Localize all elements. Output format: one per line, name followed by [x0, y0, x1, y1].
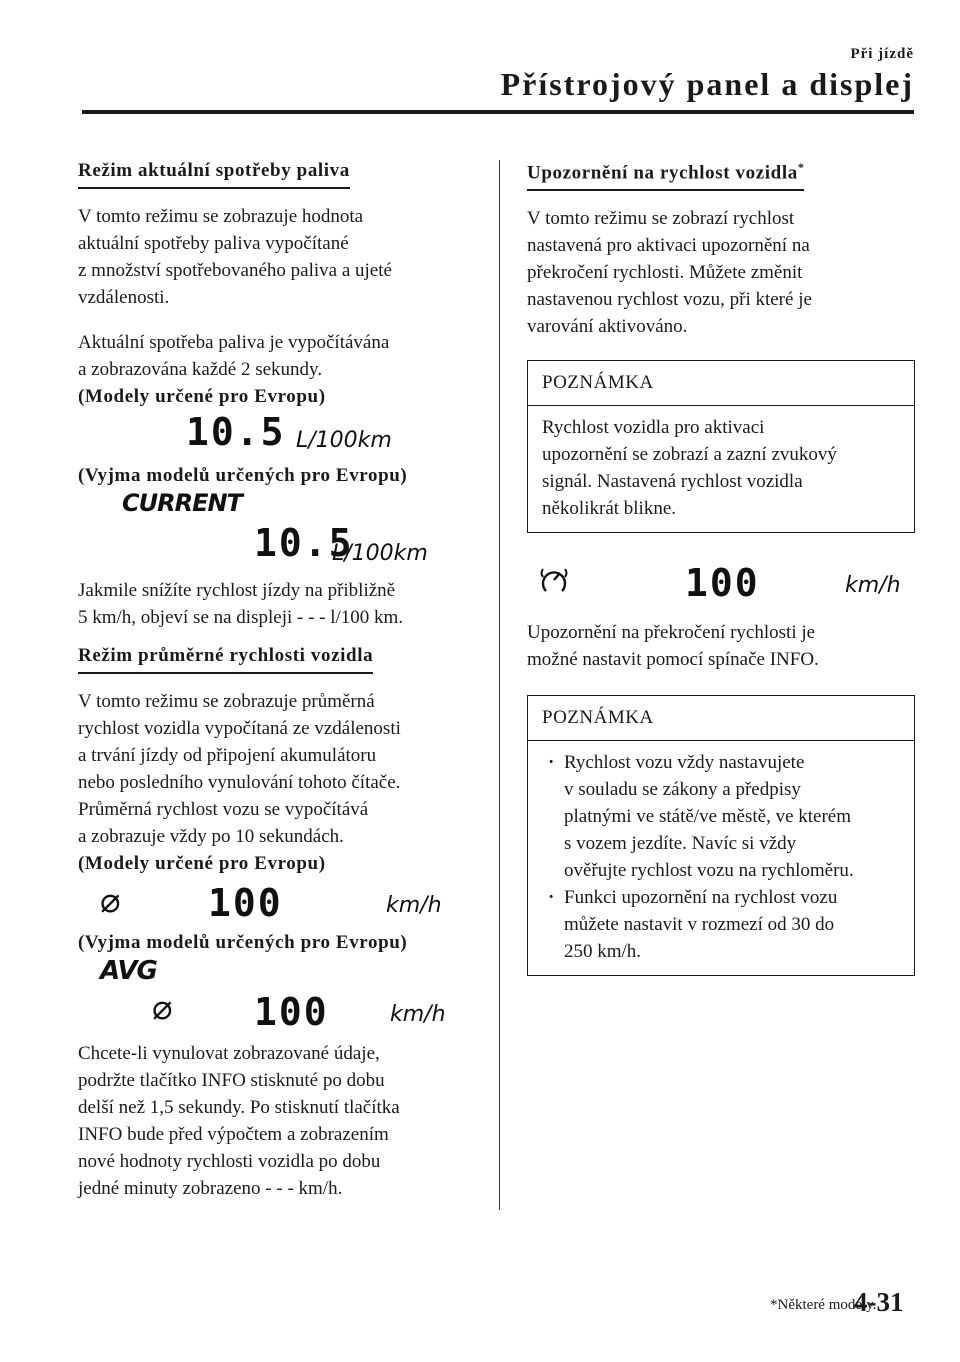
low-speed-note	[78, 577, 470, 631]
europe-models-label-2: (Modely určené pro Evropu)	[78, 853, 326, 874]
line: jedné minuty zobrazeno - - - km/h.	[78, 1178, 343, 1199]
line: vzdálenosti.	[78, 287, 170, 308]
average-icon: ⌀	[100, 881, 121, 921]
line: podržte tlačítko INFO stisknuté po dobu	[78, 1070, 385, 1091]
heading-text: Upozornění na rychlost vozidla	[527, 162, 798, 184]
speed-warning-info-switch	[527, 619, 915, 673]
line: signál. Nastavená rychlost vozidla	[542, 471, 803, 493]
speed-warning-display	[527, 549, 915, 619]
note-title: POZNÁMKA	[528, 361, 914, 406]
current-fuel-interval	[78, 329, 470, 383]
line: V tomto režimu se zobrazuje průměrná	[78, 691, 375, 712]
line: nové hodnoty rychlosti vozidla po dobu	[78, 1151, 381, 1172]
line: Funkci upozornění na rychlost vozu	[564, 887, 838, 909]
current-fuel-description	[78, 203, 470, 311]
speed-unit-label: km/h	[386, 893, 442, 918]
fuel-display-non-europe	[78, 489, 470, 577]
avg-speed-display-non-europe	[78, 956, 470, 1040]
line: Rychlost vozu vždy nastavujete	[564, 752, 805, 774]
footnote: *Některé modely.	[770, 1297, 877, 1313]
header-section-label: Při jízdě	[850, 46, 914, 62]
page-number: 4-31	[854, 1287, 904, 1317]
non-europe-models-label-1: (Vyjma modelů určených pro Evropu)	[78, 465, 408, 486]
line: Upozornění na překročení rychlosti je	[527, 622, 816, 644]
fuel-value-display: 10.5	[186, 410, 286, 454]
speed-warning-description	[527, 205, 915, 340]
line: nastavená pro aktivaci upozornění na	[527, 235, 810, 257]
fuel-display-europe	[78, 410, 470, 462]
line: a zobrazuje vždy po 10 sekundách.	[78, 826, 344, 847]
line: 5 km/h, objeví se na displeji - - - l/100 km.	[78, 607, 404, 628]
note-title: POZNÁMKA	[528, 696, 914, 741]
page-title: Přístrojový panel a displej	[500, 66, 914, 102]
line: Jakmile snížíte rychlost jízdy na přibližně	[78, 580, 396, 601]
line: Chcete-li vynulovat zobrazované údaje,	[78, 1043, 380, 1064]
line: V tomto režimu se zobrazí rychlost	[527, 208, 795, 230]
line: rychlost vozidla vypočítaná ze vzdálenosti	[78, 718, 401, 739]
note-body	[528, 406, 914, 532]
fuel-unit-label: L/100km	[296, 428, 392, 453]
line: nebo posledního vynulování tohoto čítače.	[78, 772, 401, 793]
line: několikrát blikne.	[542, 498, 677, 520]
line: V tomto režimu se zobrazuje hodnota	[78, 206, 364, 227]
line: 250 km/h.	[564, 941, 642, 963]
line: Rychlost vozidla pro aktivaci	[542, 417, 765, 439]
note-body	[528, 741, 914, 975]
europe-models-label-1: (Modely určené pro Evropu)	[78, 386, 326, 407]
speed-unit-label: km/h	[845, 573, 901, 599]
note-bullet-legal	[542, 749, 900, 884]
avg-speed-display-europe	[78, 877, 470, 929]
reset-instructions	[78, 1040, 470, 1202]
section-heading-average-speed: Režim průměrné rychlosti vozidla	[78, 645, 373, 674]
line: a trvání jízdy od připojení akumulátoru	[78, 745, 377, 766]
fuel-unit-label: L/100km	[332, 541, 428, 566]
footnote-mark: *	[797, 160, 805, 174]
line: s vozem jezdíte. Navíc si vždy	[564, 833, 797, 855]
speed-warning-icon	[537, 563, 571, 602]
line: platnými ve státě/ve městě, ve kterém	[564, 806, 852, 828]
speed-unit-label: km/h	[390, 1002, 446, 1027]
note-box-1	[527, 360, 915, 533]
section-heading-speed-warning	[527, 160, 804, 191]
speed-value-display: 100	[254, 990, 329, 1034]
speed-value-display: 100	[685, 561, 760, 606]
fuel-value-display: 10.5	[254, 521, 354, 565]
line: překročení rychlosti. Můžete změnit	[527, 262, 803, 284]
line: v souladu se zákony a předpisy	[564, 779, 801, 801]
line: delší než 1,5 sekundy. Po stisknutí tlačítka	[78, 1097, 400, 1118]
line: můžete nastavit v rozmezí od 30 do	[564, 914, 835, 936]
section-heading-current-fuel: Režim aktuální spotřeby paliva	[78, 160, 350, 189]
line: možné nastavit pomocí spínače INFO.	[527, 649, 819, 671]
avg-mode-tag: AVG	[100, 956, 157, 986]
line: Aktuální spotřeba paliva je vypočítávána	[78, 332, 390, 353]
speed-value-display: 100	[208, 881, 283, 925]
line: nastavenou rychlost vozu, při které je	[527, 289, 812, 311]
column-divider	[499, 160, 500, 1210]
right-column	[527, 160, 915, 992]
line: Průměrná rychlost vozu se vypočítává	[78, 799, 369, 820]
line: a zobrazována každé 2 sekundy.	[78, 359, 323, 380]
non-europe-models-label-2: (Vyjma modelů určených pro Evropu)	[78, 932, 408, 953]
line: aktuální spotřeby paliva vypočítané	[78, 233, 349, 254]
line: varování aktivováno.	[527, 316, 688, 338]
line: INFO bude před výpočtem a zobrazením	[78, 1124, 389, 1145]
line: z množství spotřebovaného paliva a ujeté	[78, 260, 392, 281]
average-speed-description	[78, 688, 470, 850]
header-rule	[82, 110, 914, 114]
note-box-2	[527, 695, 915, 976]
line: upozornění se zobrazí a zazní zvukový	[542, 444, 837, 466]
current-mode-tag: CURRENT	[122, 489, 242, 517]
left-column	[78, 160, 470, 1202]
average-icon: ⌀	[152, 988, 173, 1028]
line: ověřujte rychlost vozu na rychloměru.	[564, 860, 854, 882]
note-bullet-range	[542, 884, 900, 965]
